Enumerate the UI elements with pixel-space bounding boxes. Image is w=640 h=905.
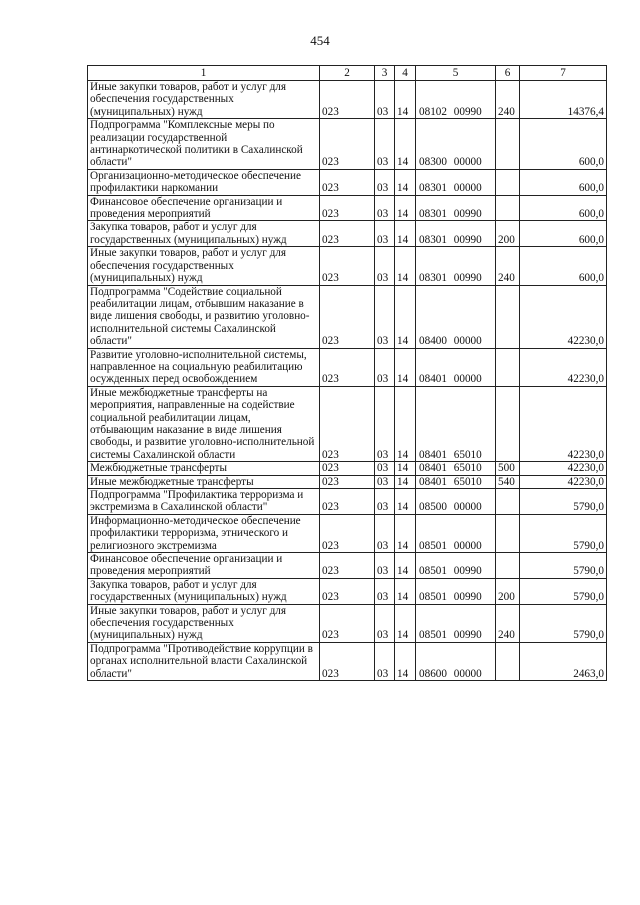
row-ved: 023 [320, 81, 375, 119]
row-section: 03 [375, 195, 395, 221]
row-target-article: 08500 00000 [416, 489, 496, 515]
row-target-article: 08102 00990 [416, 81, 496, 119]
row-amount: 42230,0 [520, 348, 607, 386]
row-subsection: 14 [395, 348, 416, 386]
row-section: 03 [375, 604, 395, 642]
row-amount: 14376,4 [520, 81, 607, 119]
row-subsection: 14 [395, 119, 416, 170]
table-row [88, 247, 607, 285]
row-section: 03 [375, 475, 395, 488]
row-expense-type: 500 [496, 462, 520, 475]
table-row [88, 642, 607, 680]
row-name: Финансовое обеспечение организации и проведения мероприятий [88, 553, 320, 579]
table-row [88, 514, 607, 552]
row-amount: 42230,0 [520, 285, 607, 348]
row-amount: 600,0 [520, 221, 607, 247]
row-subsection: 14 [395, 475, 416, 488]
row-target-article: 08300 00000 [416, 119, 496, 170]
row-section: 03 [375, 247, 395, 285]
row-section: 03 [375, 81, 395, 119]
row-subsection: 14 [395, 514, 416, 552]
table-row [88, 553, 607, 579]
table-row [88, 221, 607, 247]
row-name: Развитие уголовно-исполнительной системы, направленное на социальную реабилитацию осужденных перед освобождением [88, 348, 320, 386]
row-ved: 023 [320, 553, 375, 579]
row-subsection: 14 [395, 169, 416, 195]
row-section: 03 [375, 514, 395, 552]
table-row [88, 475, 607, 488]
row-target-article: 08301 00000 [416, 169, 496, 195]
row-name: Подпрограмма "Содействие социальной реабилитации лицам, отбывшим наказание в виде лишения свободы, и развитию уголовно-исполнительной системы Сахалинской области" [88, 285, 320, 348]
row-name: Иные закупки товаров, работ и услуг для обеспечения государственных (муниципальных) нужд [88, 81, 320, 119]
row-target-article: 08501 00990 [416, 604, 496, 642]
column-header: 4 [395, 66, 416, 81]
row-section: 03 [375, 119, 395, 170]
column-header: 7 [520, 66, 607, 81]
row-amount: 2463,0 [520, 642, 607, 680]
row-section: 03 [375, 348, 395, 386]
row-target-article: 08301 00990 [416, 195, 496, 221]
row-expense-type [496, 489, 520, 515]
row-name: Подпрограмма "Профилактика терроризма и экстремизма в Сахалинской области" [88, 489, 320, 515]
row-ved: 023 [320, 489, 375, 515]
row-ved: 023 [320, 514, 375, 552]
column-header: 5 [416, 66, 496, 81]
row-subsection: 14 [395, 604, 416, 642]
column-header: 1 [88, 66, 320, 81]
row-amount: 42230,0 [520, 462, 607, 475]
row-target-article: 08301 00990 [416, 221, 496, 247]
table-row [88, 578, 607, 604]
row-ved: 023 [320, 462, 375, 475]
row-section: 03 [375, 285, 395, 348]
row-subsection: 14 [395, 195, 416, 221]
row-ved: 023 [320, 119, 375, 170]
row-target-article: 08501 00990 [416, 553, 496, 579]
table-row [88, 119, 607, 170]
row-section: 03 [375, 386, 395, 461]
row-expense-type [496, 285, 520, 348]
table-row [88, 169, 607, 195]
row-amount: 600,0 [520, 169, 607, 195]
row-section: 03 [375, 642, 395, 680]
row-subsection: 14 [395, 553, 416, 579]
row-subsection: 14 [395, 489, 416, 515]
row-subsection: 14 [395, 221, 416, 247]
row-ved: 023 [320, 195, 375, 221]
row-amount: 5790,0 [520, 578, 607, 604]
row-target-article: 08501 00990 [416, 578, 496, 604]
row-subsection: 14 [395, 386, 416, 461]
table-row [88, 386, 607, 461]
row-name: Иные межбюджетные трансферты на мероприятия, направленные на содействие социальной реабилитации лицам, отбывающим наказание в виде лишения свободы, и развитие уголовно-исполнительной системы Сахалинской области [88, 386, 320, 461]
table-row [88, 195, 607, 221]
row-target-article: 08501 00000 [416, 514, 496, 552]
row-section: 03 [375, 489, 395, 515]
row-target-article: 08401 65010 [416, 475, 496, 488]
row-amount: 600,0 [520, 195, 607, 221]
column-header: 3 [375, 66, 395, 81]
row-subsection: 14 [395, 642, 416, 680]
column-header: 6 [496, 66, 520, 81]
row-name: Закупка товаров, работ и услуг для государственных (муниципальных) нужд [88, 578, 320, 604]
row-expense-type [496, 348, 520, 386]
row-ved: 023 [320, 285, 375, 348]
row-amount: 600,0 [520, 247, 607, 285]
row-name: Закупка товаров, работ и услуг для государственных (муниципальных) нужд [88, 221, 320, 247]
row-expense-type: 200 [496, 221, 520, 247]
row-expense-type: 200 [496, 578, 520, 604]
row-name: Иные закупки товаров, работ и услуг для обеспечения государственных (муниципальных) нужд [88, 247, 320, 285]
page-number: 454 [310, 33, 330, 48]
row-subsection: 14 [395, 578, 416, 604]
column-header: 2 [320, 66, 375, 81]
table-row [88, 285, 607, 348]
row-ved: 023 [320, 604, 375, 642]
row-subsection: 14 [395, 247, 416, 285]
row-expense-type [496, 195, 520, 221]
row-ved: 023 [320, 221, 375, 247]
row-section: 03 [375, 221, 395, 247]
row-name: Иные закупки товаров, работ и услуг для обеспечения государственных (муниципальных) нужд [88, 604, 320, 642]
row-ved: 023 [320, 578, 375, 604]
row-ved: 023 [320, 169, 375, 195]
row-expense-type [496, 642, 520, 680]
header-row [88, 66, 607, 81]
row-ved: 023 [320, 247, 375, 285]
row-amount: 5790,0 [520, 514, 607, 552]
row-section: 03 [375, 578, 395, 604]
row-expense-type: 240 [496, 604, 520, 642]
table-row [88, 348, 607, 386]
budget-table [87, 65, 607, 681]
row-expense-type: 540 [496, 475, 520, 488]
row-name: Иные межбюджетные трансферты [88, 475, 320, 488]
row-amount: 5790,0 [520, 489, 607, 515]
row-expense-type: 240 [496, 81, 520, 119]
row-target-article: 08600 00000 [416, 642, 496, 680]
row-expense-type [496, 514, 520, 552]
row-ved: 023 [320, 475, 375, 488]
row-amount: 5790,0 [520, 604, 607, 642]
row-target-article: 08301 00990 [416, 247, 496, 285]
row-ved: 023 [320, 642, 375, 680]
row-section: 03 [375, 169, 395, 195]
row-section: 03 [375, 553, 395, 579]
table-row [88, 462, 607, 475]
row-name: Подпрограмма "Противодействие коррупции в органах исполнительной власти Сахалинской области" [88, 642, 320, 680]
row-subsection: 14 [395, 285, 416, 348]
row-subsection: 14 [395, 462, 416, 475]
row-target-article: 08401 65010 [416, 386, 496, 461]
row-name: Финансовое обеспечение организации и проведения мероприятий [88, 195, 320, 221]
row-target-article: 08401 65010 [416, 462, 496, 475]
row-target-article: 08400 00000 [416, 285, 496, 348]
row-ved: 023 [320, 348, 375, 386]
row-amount: 5790,0 [520, 553, 607, 579]
row-name: Информационно-методическое обеспечение профилактики терроризма, этнического и религиозного экстремизма [88, 514, 320, 552]
table-row [88, 604, 607, 642]
row-section: 03 [375, 462, 395, 475]
table-row [88, 489, 607, 515]
row-expense-type [496, 119, 520, 170]
table-row [88, 81, 607, 119]
row-expense-type [496, 169, 520, 195]
row-name: Межбюджетные трансферты [88, 462, 320, 475]
row-name: Организационно-методическое обеспечение профилактики наркомании [88, 169, 320, 195]
row-ved: 023 [320, 386, 375, 461]
row-expense-type: 240 [496, 247, 520, 285]
row-expense-type [496, 386, 520, 461]
row-amount: 600,0 [520, 119, 607, 170]
row-subsection: 14 [395, 81, 416, 119]
row-amount: 42230,0 [520, 386, 607, 461]
row-name: Подпрограмма "Комплексные меры по реализации государственной антинаркотической политики в Сахалинской области" [88, 119, 320, 170]
row-target-article: 08401 00000 [416, 348, 496, 386]
row-expense-type [496, 553, 520, 579]
row-amount: 42230,0 [520, 475, 607, 488]
